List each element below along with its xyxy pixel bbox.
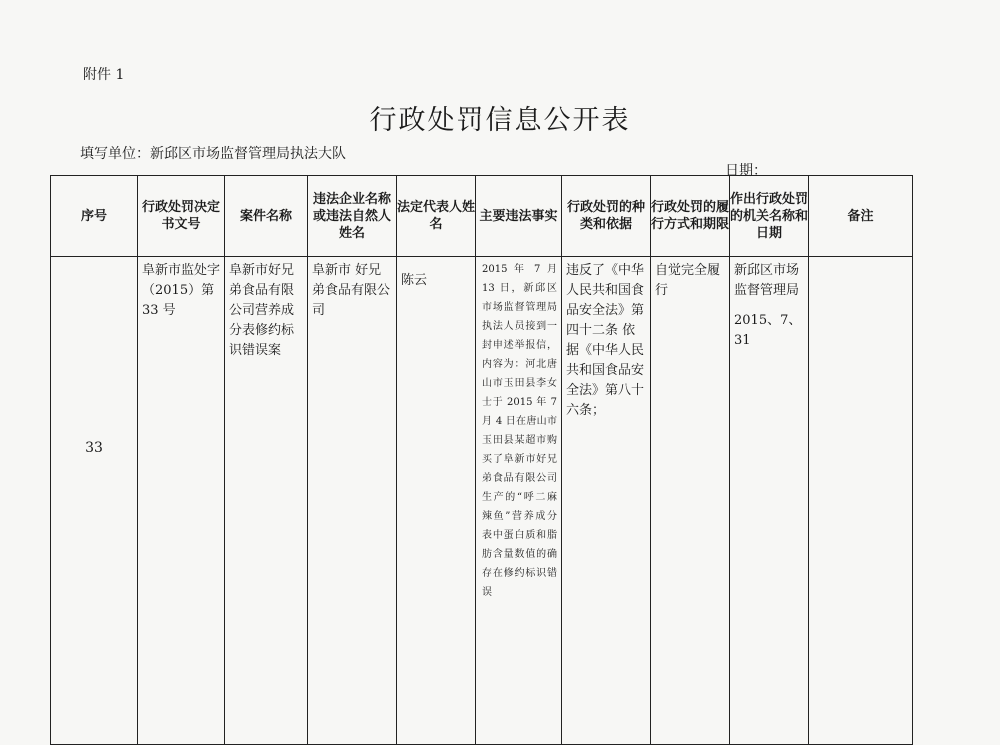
header-row [51, 176, 913, 257]
header-facts: 主要违法事实 [476, 176, 562, 257]
cell-party: 阜新市 好兄弟食品有限公司 [308, 257, 397, 745]
attachment-label: 附件 1 [83, 67, 125, 83]
page-title: 行政处罚信息公开表 [369, 105, 631, 136]
authority-name: 新邱区市场监督管理局 [734, 263, 800, 298]
cell-performance: 自觉完全履行 [651, 257, 730, 745]
cell-legal-rep: 陈云 [397, 257, 476, 745]
filling-unit: 填写单位：新邱区市场监督管理局执法大队 [80, 146, 346, 162]
authority-date: 2015、7、31 [734, 313, 802, 348]
header-case-name: 案件名称 [225, 176, 308, 257]
cell-seq: 33 [51, 257, 138, 745]
header-decision-no: 行政处罚决定书文号 [138, 176, 225, 257]
date-label: 日期： [725, 163, 767, 179]
header-performance: 行政处罚的履行方式和期限 [651, 176, 730, 257]
penalty-table [50, 175, 913, 745]
header-legal-rep: 法定代表人姓名 [397, 176, 476, 257]
cell-penalty-basis: 违反了《中华人民共和国食品安全法》第四十二条 依据《中华人民共和国食品安全法》第八十六条； [562, 257, 651, 745]
cell-remarks [809, 257, 913, 745]
header-party: 违法企业名称或违法自然人姓名 [308, 176, 397, 257]
table-row [51, 257, 913, 745]
cell-facts: 2015 年 7 月 13 日，新邱区市场监督管理局执法人员接到一封申述举报信，内容为：河北唐山市玉田县李女士于 2015 年 7 月 4 日在唐山市玉田县某超市购买了阜新市好兄弟食品有限公司生产的“呼二麻辣鱼”营养成分表中蛋白质和脂肪含量数值的确存在修约标识错误 [476, 257, 562, 745]
header-seq: 序号 [51, 176, 138, 257]
cell-decision-no: 阜新市监处字（2015）第 33 号 [138, 257, 225, 745]
header-penalty-basis: 行政处罚的种类和依据 [562, 176, 651, 257]
cell-case-name: 阜新市好兄弟食品有限公司营养成分表修约标识错误案 [225, 257, 308, 745]
header-authority: 作出行政处罚的机关名称和日期 [730, 176, 809, 257]
header-remarks: 备注 [809, 176, 913, 257]
cell-authority [730, 257, 809, 745]
